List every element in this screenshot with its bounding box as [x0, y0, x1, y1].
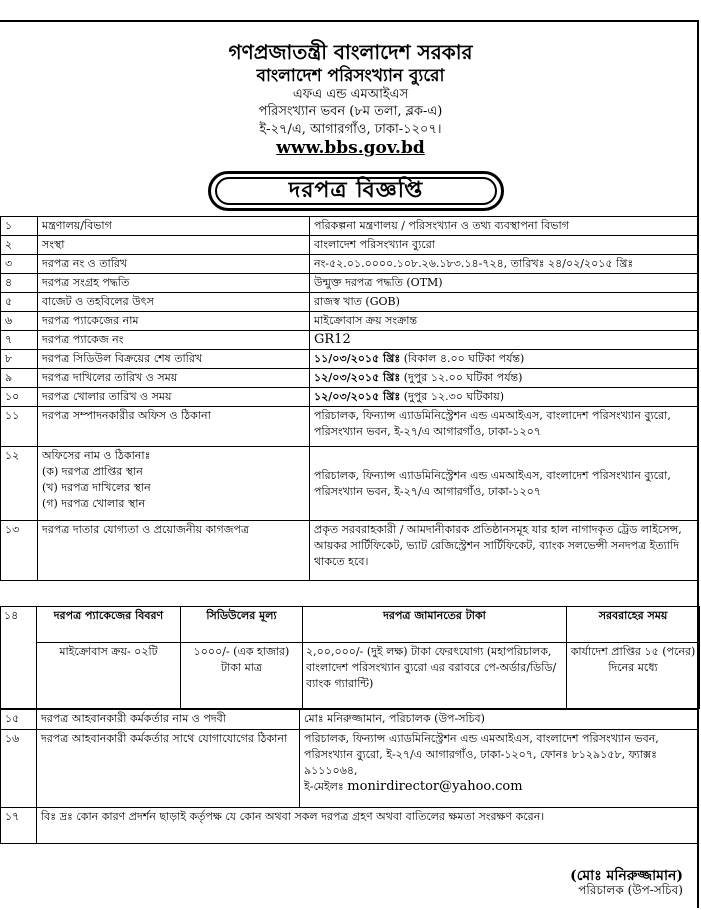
row-value: রাজস্ব খাত (GOB) [310, 293, 699, 312]
row-number: ১২ [1, 447, 38, 521]
row-number: ১৫ [1, 710, 37, 730]
row-number: ৬ [1, 312, 38, 331]
tender-security: ২,০০,০০০/- (দুই লক্ষ) টাকা ফেরৎযোগ্য (মহাপরিচালক, বাংলাদেশ পরিসংখ্যান ব্যুরো এর বরাবরে পে-অর্ডার/ডিডি/ব্যাংক গ্যারান্টি) [303, 643, 567, 709]
row-number: ৫ [1, 293, 38, 312]
table-row [1, 293, 699, 312]
signatory-title: পরিচালক (উপ-সচিব) [578, 883, 683, 897]
row-number: ৪ [1, 274, 38, 293]
building-address: পরিসংখ্যান ভবন (৮ম তলা, ব্লক-এ) [258, 104, 443, 119]
tender-notice-banner [208, 171, 504, 211]
row-value: উন্মুক্ত দরপত্র পদ্ধতি (OTM) [310, 274, 699, 293]
date-value: ১১/০৩/২০১৫ খ্রিঃ [314, 352, 401, 365]
table-header-row [1, 607, 700, 643]
delivery-time: কার্যাদেশ প্রাপ্তির ১৫ (পনের) দিনের মধ্যে [567, 643, 700, 709]
row-value [310, 447, 699, 521]
row-label: বাজেট ও তহবিলের উৎস [38, 293, 310, 312]
table-row [1, 730, 699, 808]
row-value [310, 350, 699, 369]
contact-address: পরিচালক, ফিন্যান্স এ্যাডমিনিস্ট্রেশন এন্ড এমআইএস, বাংলাদেশ পরিসংখ্যান ভবন, পরিসংখ্যান ব্যুরো, ই-২৭/এ আগারগাঁও, ঢাকা-১২০৭, ফোনঃ ৮১২৯১৫৮, ফ্যাক্সঃ ৯১১১০৬৪, [304, 732, 659, 777]
table-row [1, 217, 699, 236]
row-value: মাইক্রোবাস ক্রয় সংক্রান্ত [310, 312, 699, 331]
row-number: ৯ [1, 369, 38, 388]
time-value: (বিকাল ৪.০০ ঘটিকা পর্যন্ত) [403, 352, 525, 365]
row-number: ১৩ [1, 521, 38, 581]
row-value [310, 388, 699, 407]
table-row [1, 274, 699, 293]
date-value: ১২/০৩/২০১৫ খ্রিঃ [314, 390, 401, 403]
row-value [300, 730, 699, 808]
schedule-price: ১০০০/- (এক হাজার) টাকা মাত্র [181, 643, 303, 709]
row-number: ১৭ [1, 808, 37, 844]
row-number: ৭ [1, 331, 38, 350]
tender-details-table [0, 216, 699, 581]
row-value: প্রকৃত সরবরাহকারী / আমদানীকারক প্রতিষ্ঠানসমূহ যার হাল নাগাদকৃত ট্রেড লাইসেন্স, আয়কর সার্টিফিকেট, ভ্যাট রেজিস্ট্রেশন সার্টিফিকেট, ব্যাংক সলভেন্সী সনদপত্র ইত্যাদি থাকতে হবে। [310, 521, 699, 581]
table-row [1, 643, 700, 709]
table-row [1, 350, 699, 369]
row-label: দরপত্র দাতার যোগ্যতা ও প্রয়োজনীয় কাগজপত্র [38, 521, 310, 581]
column-header: সরবরাহের সময় [567, 607, 700, 643]
opening-place-label: (গ) দরপত্র খোলার স্থান [42, 497, 146, 510]
row-label: দরপত্র খোলার তারিখ ও সময় [38, 388, 310, 407]
row-label: দরপত্র প্যাকেজ নং [38, 331, 310, 350]
row-label: সংস্থা [38, 236, 310, 255]
table-row [1, 521, 699, 581]
row-value: পরিকল্পনা মন্ত্রণালয় / পরিসংখ্যান ও তথ্য ব্যবস্থাপনা বিভাগ [310, 217, 699, 236]
row-label: দরপত্র সিডিউল বিক্রয়ের শেষ তারিখ [38, 350, 310, 369]
time-value: (দুপুর ১২.০০ ঘটিকা পর্যন্ত) [403, 371, 523, 384]
row-label: দরপত্র সম্পাদনকারীর অফিস ও ঠিকানা [38, 407, 310, 447]
receipt-place-label: (ক) দরপত্র প্রাপ্তির স্থান [42, 465, 143, 478]
row-label: দরপত্র আহবানকারী কর্মকর্তার নাম ও পদবী [37, 710, 300, 730]
government-title: গণপ্রজাতন্ত্রী বাংলাদেশ সরকার [228, 40, 473, 64]
table-row [1, 369, 699, 388]
banner-title: দরপত্র বিজ্ঞপ্তি [288, 176, 424, 203]
row-label: দরপত্র সংগ্রহ পদ্ধতি [38, 274, 310, 293]
table-row [1, 447, 699, 521]
row-value: নং-৫২.০১.০০০০.১০৮.২৬.১৮৩.১৪-৭২৪, তারিখঃ ২৪/০২/২০১৫ খ্রিঃ [310, 255, 699, 274]
row-number: ২ [1, 236, 38, 255]
department-name: এফএ এন্ড এমআইএস [292, 87, 409, 102]
row-label: দরপত্র আহবানকারী কর্মকর্তার সাথে যোগাযোগের ঠিকানা [37, 730, 300, 808]
signatory-name: (মোঃ মনিরুজ্জামান) [570, 868, 683, 884]
website-link[interactable]: www.bbs.gov.bd [276, 138, 425, 158]
row-number: ১৬ [1, 730, 37, 808]
row-number: ৮ [1, 350, 38, 369]
row-label: দরপত্র দাখিলের তারিখ ও সময় [38, 369, 310, 388]
row-value: GR12 [310, 331, 699, 350]
table-row [1, 236, 699, 255]
row-value: মোঃ মনিরুজ্জামান, পরিচালক (উপ-সচিব) [300, 710, 699, 730]
bureau-name: বাংলাদেশ পরিসংখ্যান ব্যুরো [256, 66, 445, 86]
table-row [1, 710, 699, 730]
table-row [1, 331, 699, 350]
row-label [38, 447, 310, 521]
column-header: সিডিউলের মূল্য [181, 607, 303, 643]
row-value [310, 369, 699, 388]
office-address-title: অফিসের নাম ও ঠিকানাঃ [42, 449, 151, 462]
contact-details-table [0, 709, 699, 844]
time-value: (দুপুর ১২.৩০ ঘটিকায়) [403, 390, 504, 403]
column-header: দরপত্র জামানতের টাকা [303, 607, 567, 643]
row-number: ১০ [1, 388, 38, 407]
row-number: ১৪ [1, 607, 37, 709]
email-label: ই-মেইলঃ [304, 780, 344, 793]
office-address-value: পরিচালক, ফিন্যান্স এ্যাডমিনিস্ট্রেশন এন্ড এমআইএস, বাংলাদেশ পরিসংখ্যান ব্যুরো, পরিসংখ্যান ভবন, ই-২৭/এ আগারগাঁও, ঢাকা-১২০৭ [314, 468, 671, 498]
row-number: ১১ [1, 407, 38, 447]
package-description: মাইক্রোবাস ক্রয়- ০২টি [37, 643, 181, 709]
row-label: দরপত্র প্যাকেজের নাম [38, 312, 310, 331]
street-address: ই-২৭/এ, আগারগাঁও, ঢাকা-১২০৭। [259, 122, 442, 137]
row-label: দরপত্র নং ও তারিখ [38, 255, 310, 274]
table-row [1, 255, 699, 274]
row-label: মন্ত্রণালয়/বিভাগ [38, 217, 310, 236]
column-header: দরপত্র প্যাকেজের বিবরণ [37, 607, 181, 643]
date-value: ১২/০৩/২০১৫ খ্রিঃ [314, 371, 401, 384]
email-link[interactable]: monirdirector@yahoo.com [347, 779, 523, 794]
table-row [1, 312, 699, 331]
package-details-table [0, 606, 700, 709]
submission-place-label: (খ) দরপত্র দাখিলের স্থান [42, 481, 151, 494]
table-row [1, 407, 699, 447]
row-value: বাংলাদেশ পরিসংখ্যান ব্যুরো [310, 236, 699, 255]
row-value: পরিচালক, ফিন্যান্স এ্যাডমিনিস্ট্রেশন এন্ড এমআইএস, বাংলাদেশ পরিসংখ্যান ব্যুরো, পরিসংখ্যান ভবন, ই-২৭/এ আগারগাঁও, ঢাকা-১২০৭ [310, 407, 699, 447]
table-row [1, 388, 699, 407]
row-number: ৩ [1, 255, 38, 274]
table-row [1, 808, 699, 844]
row-number: ১ [1, 217, 38, 236]
notice-note: বিঃ দ্রঃ কোন কারণ প্রদর্শন ছাড়াই কর্তৃপক্ষ যে কোন অথবা সকল দরপত্র গ্রহণ অথবা বাতিলের ক্ষমতা সংরক্ষণ করেন। [37, 808, 699, 844]
